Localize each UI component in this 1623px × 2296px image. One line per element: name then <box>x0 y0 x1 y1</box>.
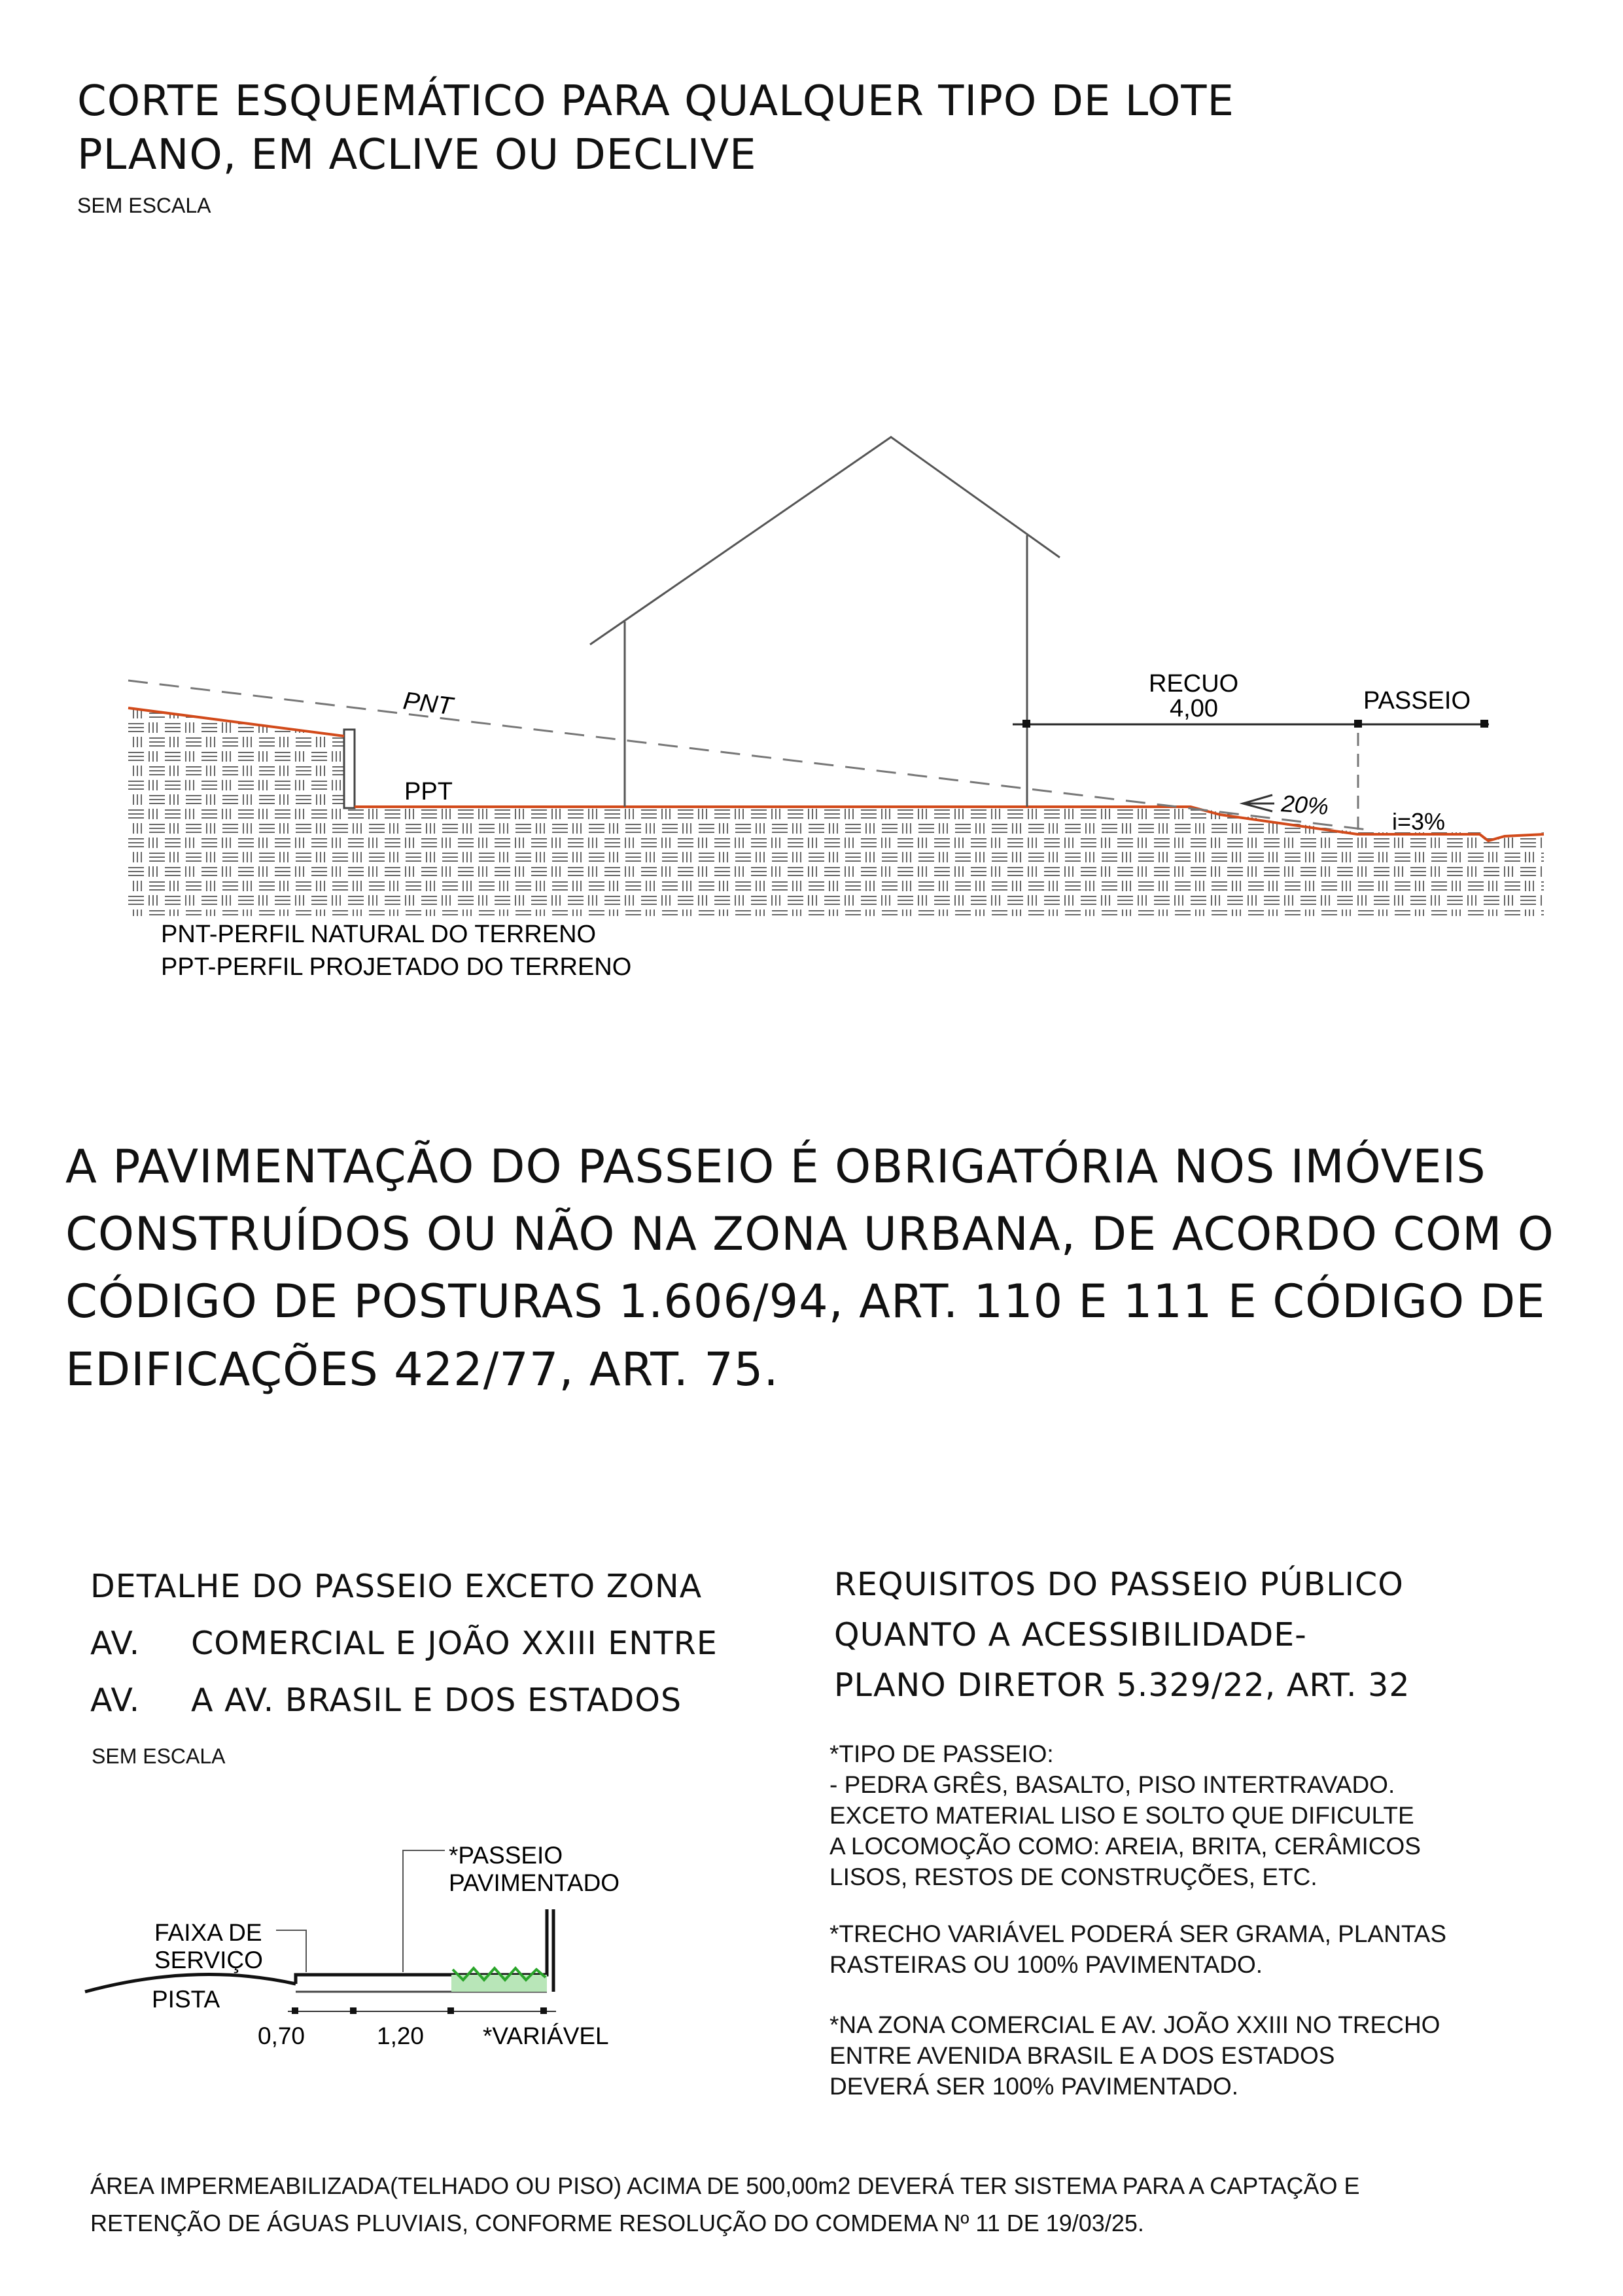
detail-scale-label: SEM ESCALA <box>92 1744 226 1768</box>
ppt-label: PPT <box>404 778 453 805</box>
house-roof <box>590 437 1060 645</box>
page-title-line2: PLANO, EM ACLIVE OU DECLIVE <box>77 131 757 179</box>
dim-tick <box>1480 720 1488 728</box>
retaining-wall <box>344 730 355 808</box>
passeio-label: PASSEIO <box>1363 687 1471 715</box>
faixa-servico-label: FAIXA DE <box>154 1919 262 1946</box>
req-zona-2: ENTRE AVENIDA BRASIL E A DOS ESTADOS <box>829 2042 1335 2069</box>
req-tipo-5: LISOS, RESTOS DE CONSTRUÇÕES, ETC. <box>829 1863 1318 1890</box>
footer-line1: ÁREA IMPERMEABILIZADA(TELHADO OU PISO) ACIMA DE 500,00m2 DEVERÁ TER SISTEMA PARA A CAPTAÇÃO E <box>90 2172 1360 2199</box>
req-trecho-2: RASTEIRAS OU 100% PAVIMENTADO. <box>829 1951 1263 1978</box>
dim-tick <box>292 2007 298 2014</box>
passeio-pavimentado-label: *PASSEIO <box>449 1842 563 1869</box>
passeio-pavimentado-label: PAVIMENTADO <box>449 1869 620 1896</box>
pista-label: PISTA <box>152 1986 220 2013</box>
dim-label: *VARIÁVEL <box>483 2022 609 2049</box>
dim-label: 1,20 <box>377 2022 425 2049</box>
legend-ppt: PPT-PERFIL PROJETADO DO TERRENO <box>161 953 632 981</box>
notice-line1: A PAVIMENTAÇÃO DO PASSEIO É OBRIGATÓRIA NOS IMÓVEIS <box>65 1140 1486 1193</box>
requirements-title-line1: REQUISITOS DO PASSEIO PÚBLICO <box>834 1566 1404 1603</box>
page-title-line1: CORTE ESQUEMÁTICO PARA QUALQUER TIPO DE LOTE <box>77 77 1234 126</box>
req-zona-1: *NA ZONA COMERCIAL E AV. JOÃO XXIII NO TRECHO <box>829 2011 1440 2038</box>
recuo-label: RECUO <box>1149 670 1239 698</box>
detail-title-line2: COMERCIAL E JOÃO XXIII ENTRE <box>191 1625 718 1662</box>
req-tipo-4: A LOCOMOÇÃO COMO: AREIA, BRITA, CERÂMICOS <box>829 1833 1421 1860</box>
detail-title-line3: A AV. BRASIL E DOS ESTADOS <box>191 1682 682 1719</box>
detail-prefix-line3: AV. <box>90 1682 141 1719</box>
scale-label: SEM ESCALA <box>77 194 211 217</box>
requirements-title-line3: PLANO DIRETOR 5.329/22, ART. 32 <box>834 1667 1410 1704</box>
detail-title-line1: DETALHE DO PASSEIO EXCETO ZONA <box>90 1568 703 1605</box>
footer-line2: RETENÇÃO DE ÁGUAS PLUVIAIS, CONFORME RESOLUÇÃO DO COMDEMA Nº 11 DE 19/03/25. <box>90 2210 1144 2236</box>
recuo-value: 4,00 <box>1170 695 1218 722</box>
pnt-label: PNT <box>401 687 455 721</box>
dim-tick <box>447 2007 454 2014</box>
slope-label: 20% <box>1280 790 1330 821</box>
faixa-servico-label: SERVIÇO <box>154 1947 263 1973</box>
notice-line2: CONSTRUÍDOS OU NÃO NA ZONA URBANA, DE ACORDO COM O <box>65 1207 1554 1261</box>
req-tipo-3: EXCETO MATERIAL LISO E SOLTO QUE DIFICULTE <box>829 1802 1414 1829</box>
inclination-label: i=3% <box>1392 808 1446 835</box>
req-trecho-1: *TRECHO VARIÁVEL PODERÁ SER GRAMA, PLANTAS <box>829 1920 1447 1947</box>
notice-line4: EDIFICAÇÕES 422/77, ART. 75. <box>65 1343 779 1396</box>
notice-line3: CÓDIGO DE POSTURAS 1.606/94, ART. 110 E 111 E CÓDIGO DE <box>65 1275 1546 1328</box>
leader-passeio <box>403 1850 445 1972</box>
req-tipo-2: - PEDRA GRÊS, BASALTO, PISO INTERTRAVADO. <box>829 1771 1395 1798</box>
dim-label: 0,70 <box>258 2022 305 2049</box>
dim-tick <box>540 2007 547 2014</box>
dim-tick <box>1354 720 1362 728</box>
requirements-title-line2: QUANTO A ACESSIBILIDADE- <box>834 1616 1307 1653</box>
req-zona-3: DEVERÁ SER 100% PAVIMENTADO. <box>829 2073 1239 2100</box>
ground-hatch <box>128 708 1544 916</box>
legend-pnt: PNT-PERFIL NATURAL DO TERRENO <box>161 921 597 948</box>
curb-profile <box>296 1909 547 1984</box>
dim-tick <box>350 2007 357 2014</box>
dim-tick <box>1022 720 1030 728</box>
leader-faixa <box>276 1930 306 1972</box>
req-tipo-1: *TIPO DE PASSEIO: <box>829 1740 1054 1767</box>
detail-prefix-line2: AV. <box>90 1625 141 1662</box>
